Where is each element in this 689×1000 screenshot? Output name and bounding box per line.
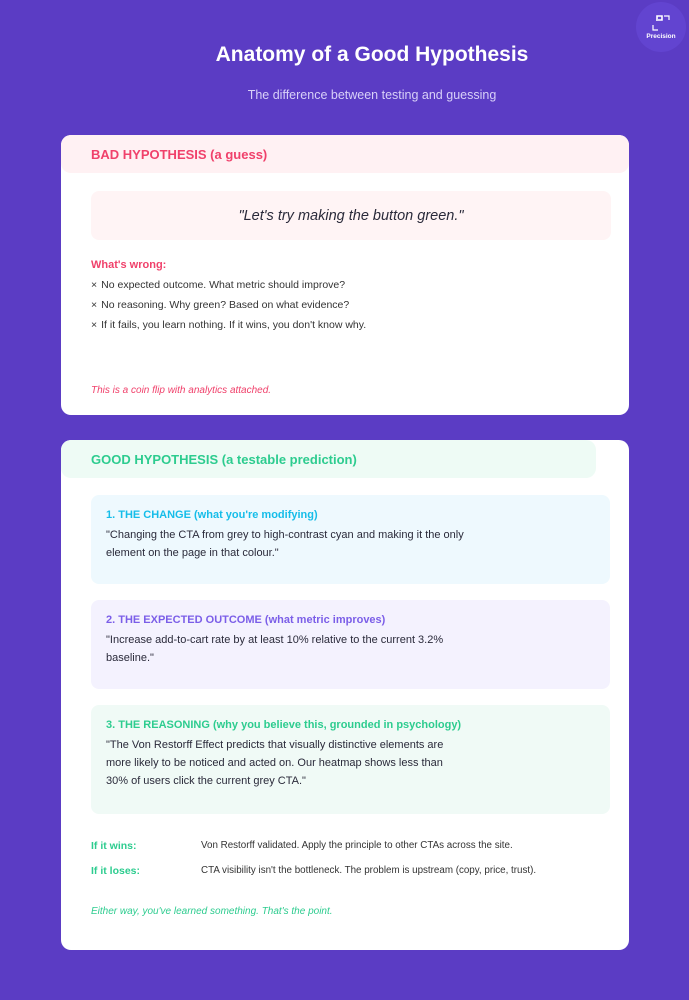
outcome-win bbox=[91, 840, 513, 852]
step-title: 1. THE CHANGE (what you're modifying) bbox=[106, 509, 318, 521]
step-expected-outcome bbox=[91, 600, 610, 689]
outcome-text: Von Restorff validated. Apply the principle to other CTAs across the site. bbox=[201, 840, 513, 851]
logo-text: Precision bbox=[646, 32, 676, 40]
page-subtitle: The difference between testing and guessing bbox=[247, 88, 497, 102]
good-card-footer: Either way, you've learned something. That's the point. bbox=[91, 906, 333, 917]
precision-logo-icon bbox=[652, 15, 670, 31]
outcome-lose bbox=[91, 865, 536, 877]
bad-card-footer: This is a coin flip with analytics attached. bbox=[91, 385, 272, 396]
outcome-text: CTA visibility isn't the bottleneck. The problem is upstream (copy, price, trust). bbox=[201, 865, 537, 876]
bad-quote: "Let's try making the button green." bbox=[91, 191, 611, 240]
list-item-text: If it fails, you learn nothing. If it wins, you don't know why. bbox=[101, 319, 367, 331]
bad-card-heading: BAD HYPOTHESIS (a guess) bbox=[61, 135, 629, 173]
bad-hypothesis-card bbox=[61, 135, 629, 415]
page-title: Anatomy of a Good Hypothesis bbox=[215, 43, 529, 66]
step-body: "The Von Restorff Effect predicts that visually distinctive elements are more likely to be noticed and acted on. Our heatmap shows less than 30% of users click the current grey CTA." bbox=[106, 739, 444, 787]
x-icon: × bbox=[91, 279, 98, 291]
x-icon: × bbox=[91, 319, 98, 331]
list-item-text: No reasoning. Why green? Based on what evidence? bbox=[101, 299, 350, 311]
list-item bbox=[91, 298, 366, 318]
whats-wrong-list bbox=[91, 278, 366, 338]
step-body: "Changing the CTA from grey to high-contrast cyan and making it the only element on the page in that colour." bbox=[106, 529, 464, 559]
step-reasoning bbox=[91, 705, 610, 814]
step-change bbox=[91, 495, 610, 584]
good-card-heading: GOOD HYPOTHESIS (a testable prediction) bbox=[61, 440, 596, 478]
step-body: "Increase add-to-cart rate by at least 10% relative to the current 3.2% baseline." bbox=[106, 634, 444, 664]
list-item bbox=[91, 278, 366, 298]
list-item-text: No expected outcome. What metric should improve? bbox=[101, 279, 346, 291]
step-title: 3. THE REASONING (why you believe this, grounded in psychology) bbox=[106, 719, 462, 731]
step-title: 2. THE EXPECTED OUTCOME (what metric improves) bbox=[106, 614, 386, 626]
list-item bbox=[91, 318, 366, 338]
good-hypothesis-card bbox=[61, 440, 629, 950]
x-icon: × bbox=[91, 299, 98, 311]
outcome-label: If it wins: bbox=[91, 840, 137, 852]
whats-wrong-title: What's wrong: bbox=[91, 259, 167, 271]
outcome-label: If it loses: bbox=[91, 865, 141, 877]
